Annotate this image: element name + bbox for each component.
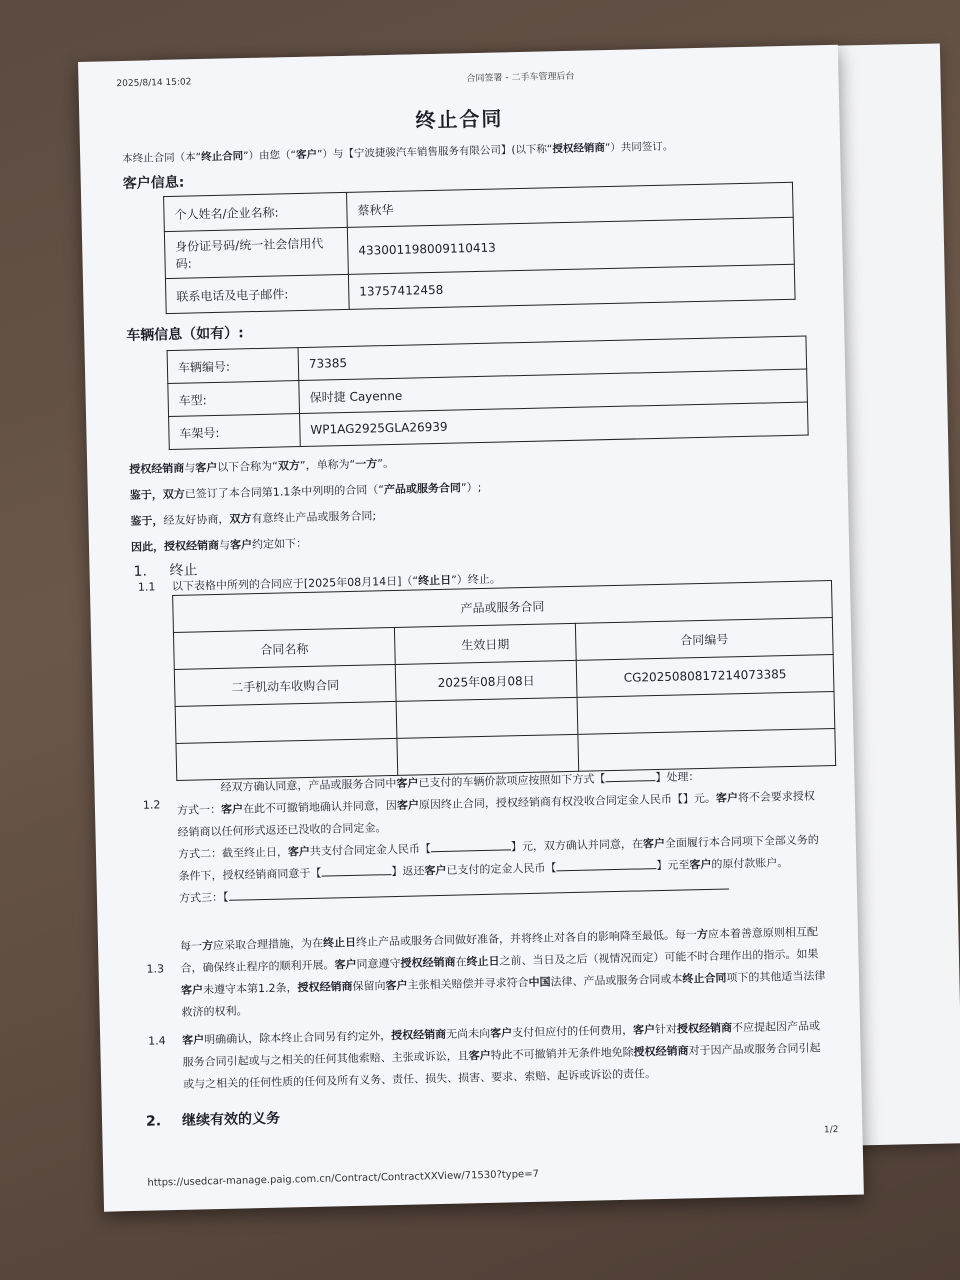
clause-text: 在此不可撤销地确认并同意，因 — [242, 798, 398, 816]
clause-text: 原因终止合同，授权经销商有权没收合同定金人民币【】元。 — [418, 791, 717, 812]
recital-3 — [130, 497, 818, 529]
clause-term: 客户 — [334, 957, 357, 972]
clause-text: 每一 — [179, 939, 203, 953]
recital-term: 双方 — [277, 459, 301, 473]
contract-table — [172, 580, 836, 781]
clause-text: 未遵守本第1.2条， — [202, 981, 298, 997]
section-2-heading — [146, 1108, 280, 1131]
clause-term: 客户 — [642, 836, 666, 851]
clause-text: 不应提起因产品或服务合同引起或与之相关的任何其他索赔、主张或诉讼，且 — [182, 1019, 821, 1069]
recital-text: ”。 — [377, 456, 395, 471]
column-header: 合同名称 — [173, 627, 395, 669]
table-label: 身份证号码/统一社会信用代码: — [164, 227, 348, 278]
print-header — [116, 63, 808, 90]
column-header: 生效日期 — [394, 623, 576, 664]
clause-text: 支付但应付的任何费用， — [511, 1023, 634, 1040]
clause-text: 项下的其他适当法律救济的权利。 — [181, 969, 826, 1019]
recital-text: 以下合称为“ — [217, 459, 279, 474]
clause-text: 】元至 — [656, 858, 690, 873]
contract-number-cell: CG2025080817214073385 — [576, 655, 834, 698]
vehicle-info-table — [167, 336, 809, 450]
clause-text: 已支付的车辆价款项应按照如下方式【 — [418, 772, 606, 790]
contract-name-cell: 二手机动车收购合同 — [174, 664, 396, 706]
clause-text: 主张相关赔偿并寻求符合 — [407, 976, 529, 992]
clause-text: 已支付的定金人民币【 — [446, 861, 557, 877]
clause-1-4 — [148, 1015, 831, 1096]
table-label: 联系电话及电子邮件: — [165, 274, 349, 313]
clause-term: 客户 — [424, 863, 447, 878]
clause-term: 客户 — [468, 1048, 491, 1063]
clause-number: 1.1 — [137, 580, 156, 594]
table-label: 车架号: — [169, 414, 301, 450]
clause-text: ”）终止。 — [450, 572, 501, 587]
recital-text: ”，单称为“ — [299, 457, 356, 473]
clause-text: 保留向 — [352, 979, 386, 994]
intro-text-2: ”）由您（“ — [242, 149, 297, 163]
section-title: 终止 — [169, 562, 198, 580]
vehicle-number-value: 73385 — [298, 336, 807, 381]
intro-term-1: 终止合同 — [201, 150, 244, 164]
clause-text: 无尚未向 — [446, 1026, 491, 1041]
customer-phone-value: 13757412458 — [348, 264, 795, 309]
recital-2 — [130, 471, 818, 503]
blank-field — [322, 874, 392, 877]
clause-term: 授权经销商 — [297, 980, 353, 995]
contract-name-cell — [175, 701, 397, 743]
clause-term: 客户 — [385, 978, 408, 993]
clause-text: 应本着善意原则相互配合，确保终止程序的顺利开展。 — [180, 925, 819, 975]
clause-text: 终止产品或服务合同做好准备，并将终止对各自的影响降至最低。每一 — [355, 928, 698, 949]
clause-number: 1.3 — [146, 962, 165, 976]
intro-text-4: ”）共同签订。 — [604, 140, 674, 155]
effective-date-cell — [396, 697, 578, 738]
section-number: 2. — [145, 1113, 162, 1130]
customer-section-heading: 客户信息: — [122, 174, 185, 193]
clause-term: 终止日 — [466, 954, 500, 969]
recital-term: 鉴于， — [130, 514, 164, 528]
table-label: 车辆编号: — [167, 348, 299, 384]
clause-text: 全面履行本合同项下全部义务的条件下，授权经销商同意于【 — [178, 833, 819, 883]
intro-term-2: 客户 — [295, 148, 318, 162]
page-number: 1/2 — [823, 1125, 839, 1136]
footer-url: https://usedcar-manage.paig.com.cn/Contract/ContractXXView/71530?type=7 — [147, 1168, 540, 1189]
clause-term: 授权经销商 — [391, 1027, 447, 1043]
clause-term: 授权经销商 — [400, 955, 456, 970]
clause-text: 经双方确认同意，产品或服务合同中 — [220, 776, 397, 794]
recital-text: ”）; — [460, 480, 482, 495]
document-title: 终止合同 — [415, 106, 504, 133]
recital-1 — [129, 445, 817, 477]
intro-text-3: ”）与【宁波捷骏汽车销售服务有限公司】(以下称“ — [316, 143, 553, 161]
clause-1-2 — [142, 763, 827, 910]
clause-term: 客户 — [396, 798, 420, 812]
clause-text: 方式二：截至终止日， — [177, 845, 289, 861]
recital-text: 与 — [218, 538, 231, 552]
effective-date-cell: 2025年08月08日 — [395, 660, 577, 701]
clause-term: 终止日 — [417, 573, 452, 588]
clause-term: 方 — [201, 939, 214, 953]
clause-text: 明确确认，除本终止合同另有约定外， — [204, 1029, 392, 1047]
intro-text-1: 本终止合同（本“ — [122, 151, 202, 166]
section-number: 1. — [133, 563, 148, 580]
print-title: 合同签署 - 二手车管理后台 — [466, 71, 575, 85]
contract-number-cell — [577, 692, 835, 735]
clause-term: 终止合同 — [682, 971, 727, 986]
clause-term: 客户 — [632, 1023, 656, 1037]
clause-text: 法律、产品或服务合同或本 — [550, 972, 683, 989]
recital-term: 一方 — [355, 457, 378, 471]
clause-1-3 — [146, 921, 830, 1024]
intro-paragraph — [122, 135, 810, 166]
vehicle-section-heading: 车辆信息（如有）: — [126, 325, 244, 344]
clause-number: 1.2 — [142, 798, 161, 812]
clause-text: 方式一： — [176, 802, 222, 817]
clause-term: 授权经销商 — [633, 1044, 689, 1059]
clause-text: 】返还 — [391, 864, 425, 879]
recital-term: 双方 — [162, 487, 185, 502]
clause-term: 客户 — [220, 802, 244, 816]
clause-text: 对于因产品或服务合同引起或与之相关的任何性质的任何及所有义务、责任、损失、损害、要求、索赔、起诉或诉讼的责任。 — [183, 1041, 821, 1091]
clause-number: 1.4 — [148, 1034, 166, 1048]
recital-text: 约定如下： — [251, 536, 308, 552]
recital-term: 授权经销商 — [129, 461, 185, 476]
clause-text: 方式三：【 — [178, 890, 229, 905]
recital-term: 鉴于， — [129, 488, 163, 502]
customer-info-table — [163, 182, 796, 314]
recital-term: 授权经销商 — [163, 538, 220, 554]
recital-term: 因此， — [130, 540, 165, 554]
blank-field — [605, 780, 655, 782]
clause-text: 针对 — [654, 1022, 678, 1037]
clause-text: 在 — [455, 955, 467, 969]
table-label: 车型: — [168, 381, 300, 417]
clause-text: 】元，双方确认并同意，在 — [510, 837, 644, 854]
clause-text: 共支付合同定金人民币【 — [309, 842, 432, 858]
recital-4 — [131, 523, 819, 555]
recital-term: 客户 — [195, 460, 218, 475]
clause-term: 终止日 — [322, 935, 357, 950]
recital-term: 双方 — [229, 512, 252, 526]
clause-text: 】处理： — [655, 770, 700, 785]
vin-value: WP1AG2925GLA26939 — [300, 402, 809, 447]
recital-text: 有意终止产品或服务合同; — [251, 509, 377, 526]
clause-text: 的原付款账户。 — [711, 856, 789, 871]
clause-term: 客户 — [180, 983, 204, 997]
clause-term: 客户 — [689, 857, 712, 872]
blank-field — [431, 849, 511, 852]
clause-text: 特此不可撤销并无条件地免除 — [490, 1045, 634, 1062]
document-page — [78, 45, 864, 1212]
recital-term: 客户 — [229, 538, 253, 552]
clause-text: 将不会要求授权经销商以任何形式返还已没收的合同定金。 — [177, 789, 815, 839]
recital-text: 已签订了本合同第1.1条中列明的合同（“ — [184, 483, 385, 501]
clause-term: 授权经销商 — [676, 1021, 733, 1036]
clause-term: 方 — [696, 927, 709, 942]
blank-field — [556, 868, 656, 871]
recital-text: 与 — [184, 461, 196, 475]
clause-text: 之前、当日及之后（视情况而定）可能不时合理作出的指示。如果 — [499, 947, 819, 968]
column-header: 合同编号 — [575, 618, 833, 661]
clause-text: 同意遵守 — [356, 956, 401, 971]
clause-term: 客户 — [396, 776, 419, 790]
intro-term-3: 授权经销商 — [552, 142, 606, 156]
customer-name-value: 蔡秋华 — [347, 182, 794, 227]
recital-term: 产品或服务合同 — [383, 481, 462, 497]
clause-text: 以下表格中所列的合同应于[2025年08月14日]（“ — [171, 574, 419, 594]
table-label: 个人姓名/企业名称: — [164, 192, 348, 231]
customer-id-value: 433001198009110413 — [347, 217, 794, 274]
clause-term: 客户 — [715, 791, 739, 805]
print-date: 2025/8/14 15:02 — [116, 77, 192, 90]
clause-text: 应采取合理措施，为在 — [212, 936, 324, 953]
clause-term: 客户 — [182, 1033, 205, 1047]
clause-term: 客户 — [489, 1026, 513, 1040]
section-title: 继续有效的义务 — [181, 1110, 281, 1129]
vehicle-model-value: 保时捷 Cayenne — [299, 369, 808, 414]
clause-term: 客户 — [287, 844, 311, 859]
blank-field — [229, 888, 729, 900]
table-caption: 产品或服务合同 — [173, 581, 833, 633]
clause-term: 中国 — [528, 975, 551, 990]
recital-text: 经友好协商， — [163, 512, 230, 528]
